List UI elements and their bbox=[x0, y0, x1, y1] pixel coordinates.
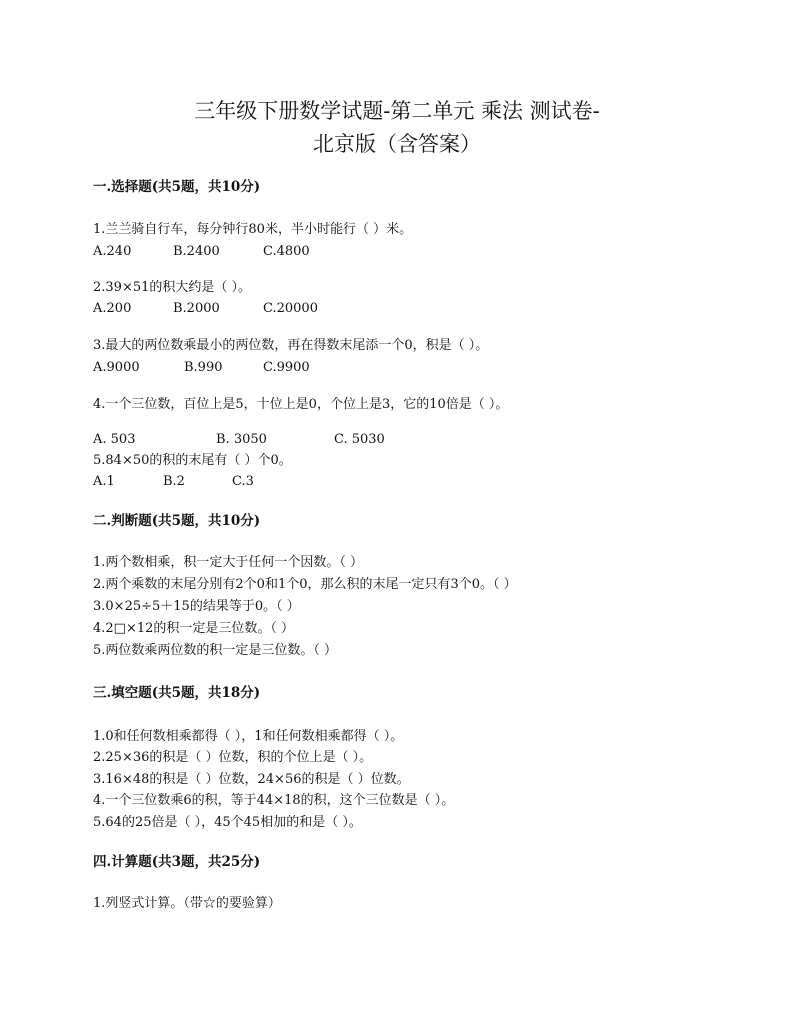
question-text: 1.0和任何数相乘都得（ ），1和任何数相乘都得（ ）。 bbox=[93, 729, 404, 744]
option-b: B.2400 bbox=[173, 244, 220, 259]
option-a: A.240 bbox=[93, 244, 132, 259]
question-text: 5.两位数乘两位数的积一定是三位数。（ ） bbox=[93, 643, 338, 658]
option-a: A.1 bbox=[93, 474, 115, 489]
option-b: B.2000 bbox=[173, 301, 220, 316]
section-heading-choice: 一.选择题(共5题，共10分) bbox=[93, 179, 261, 195]
question-text: 4.2□×12的积一定是三位数。（ ） bbox=[93, 621, 295, 636]
option-b: B. 3050 bbox=[216, 432, 267, 447]
question-text: 1.兰兰骑自行车，每分钟行80米，半小时能行（ ）米。 bbox=[93, 222, 413, 237]
question-text: 2.39×51的积大约是（ ）。 bbox=[93, 280, 252, 295]
question-text: 3.16×48的积是（ ）位数，24×56的积是（ ）位数。 bbox=[93, 772, 410, 787]
question-text: 4.一个三位数乘6的积，等于44×18的积，这个三位数是（ ）。 bbox=[93, 793, 455, 808]
option-c: C. 5030 bbox=[334, 432, 385, 447]
question-text: 5.84×50的积的末尾有（ ）个0。 bbox=[93, 453, 292, 468]
option-c: C.20000 bbox=[263, 301, 318, 316]
question-text: 3.0×25÷5＋15的结果等于0。（ ） bbox=[93, 599, 300, 614]
option-a: A. 503 bbox=[93, 432, 136, 447]
option-a: A.200 bbox=[93, 301, 132, 316]
option-c: C.3 bbox=[232, 474, 254, 489]
page-title-line2: 北京版（含答案） bbox=[313, 132, 481, 156]
option-b: B.990 bbox=[184, 360, 223, 375]
question-text: 3.最大的两位数乘最小的两位数，再在得数末尾添一个0，积是（ ）。 bbox=[93, 338, 489, 353]
question-text: 1.两个数相乘，积一定大于任何一个因数。（ ） bbox=[93, 555, 364, 570]
section-heading-calc: 四.计算题(共3题，共25分) bbox=[93, 854, 261, 870]
question-text: 2.25×36的积是（ ）位数，积的个位上是（ ）。 bbox=[93, 750, 373, 765]
option-c: C.9900 bbox=[263, 360, 310, 375]
option-a: A.9000 bbox=[93, 360, 140, 375]
section-heading-judgment: 二.判断题(共5题，共10分) bbox=[93, 513, 261, 529]
section-heading-fill: 三.填空题(共5题，共18分) bbox=[93, 685, 261, 701]
question-text: 5.64的25倍是（ ），45个45相加的和是（ ）。 bbox=[93, 815, 362, 830]
question-text: 4.一个三位数，百位上是5，十位上是0，个位上是3，它的10倍是（ ）。 bbox=[93, 397, 509, 412]
option-b: B.2 bbox=[163, 474, 185, 489]
question-text: 2.两个乘数的末尾分别有2个0和1个0，那么积的末尾一定只有3个0。（ ） bbox=[93, 577, 517, 592]
question-text: 1.列竖式计算。（带☆的要验算） bbox=[93, 896, 281, 911]
page-title-line1: 三年级下册数学试题-第二单元 乘法 测试卷- bbox=[194, 99, 600, 123]
option-c: C.4800 bbox=[263, 244, 310, 259]
